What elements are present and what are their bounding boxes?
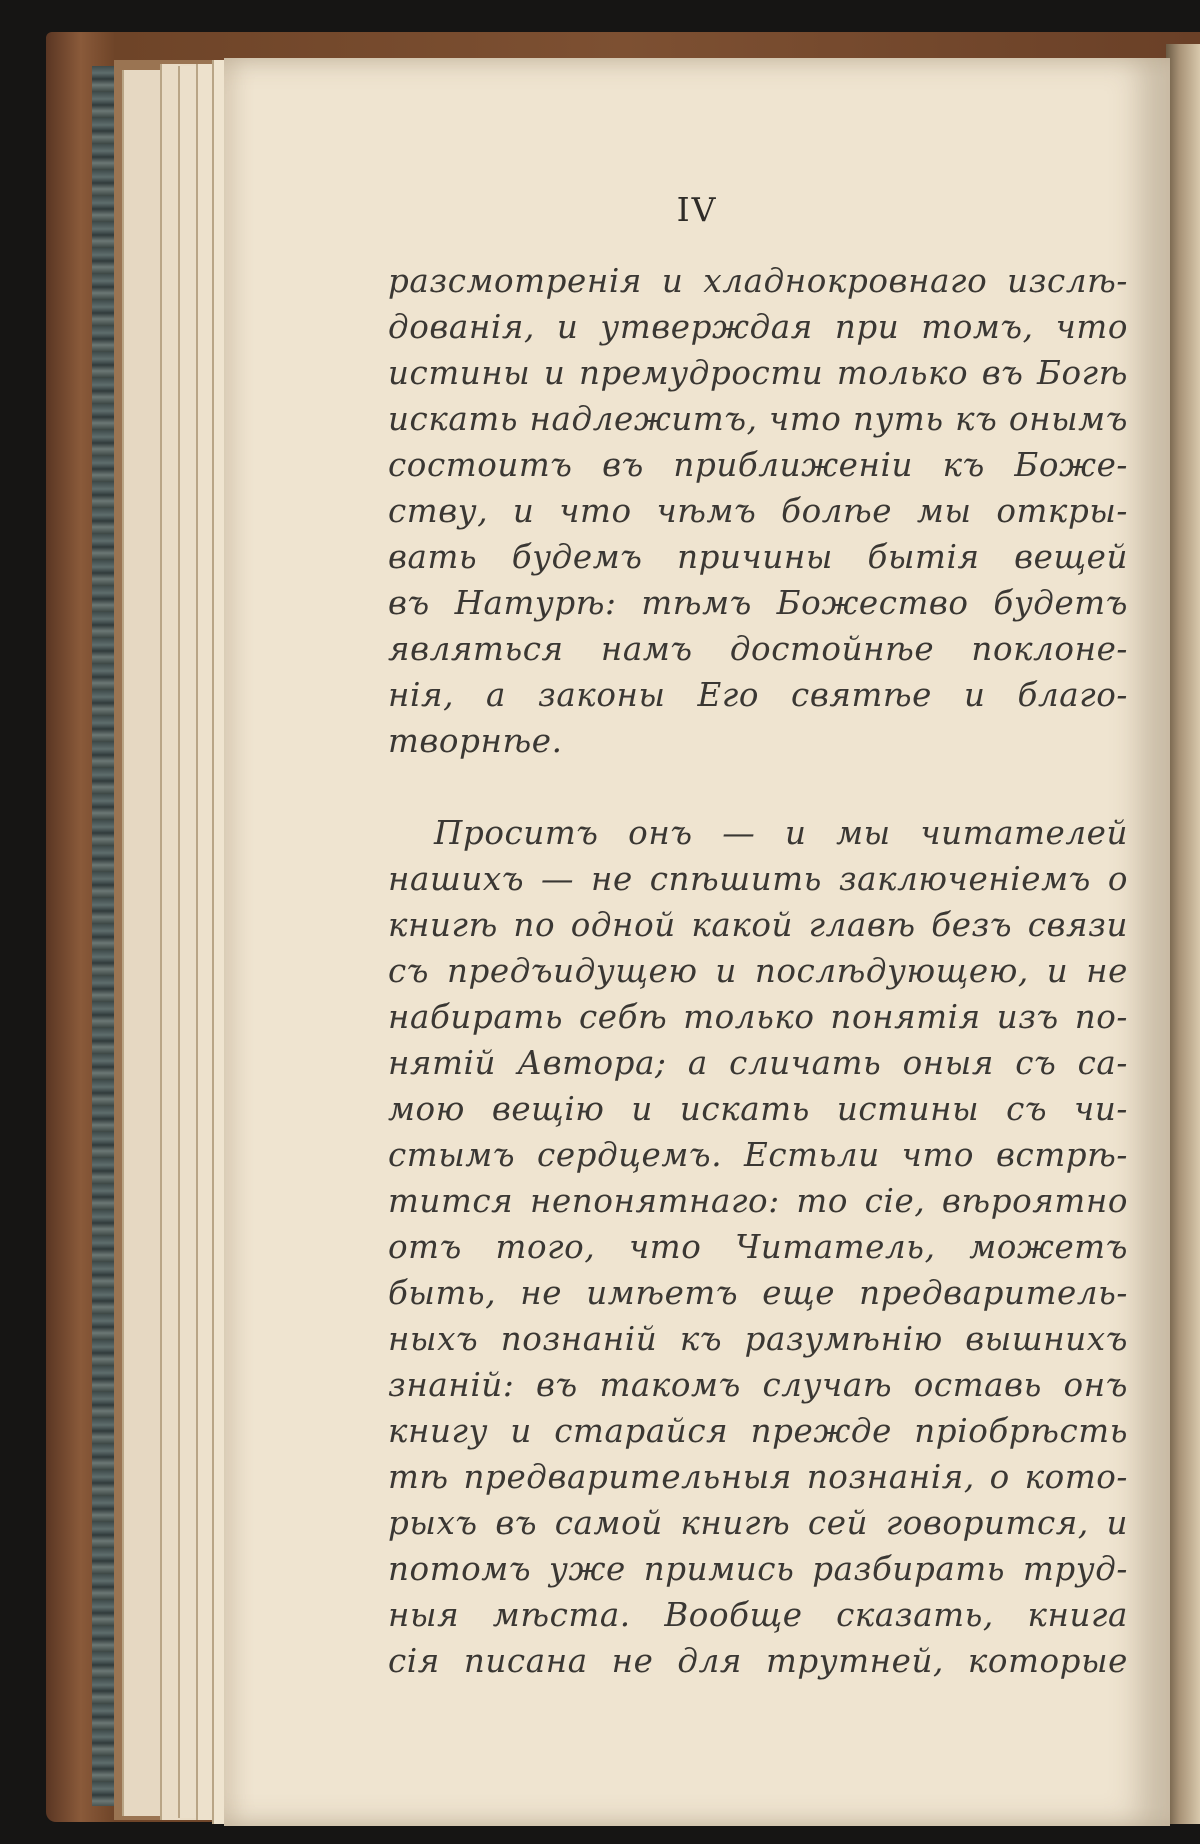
text-line: ству, и что чѣмъ болѣе мы откры- xyxy=(388,492,1128,530)
text-line: вать будемъ причины бытія вещей xyxy=(388,538,1128,576)
text-line: нія, а законы Его святѣе и благо- xyxy=(388,676,1128,714)
text-line: рыхъ въ самой книгѣ сей говорится, и xyxy=(388,1504,1128,1542)
facing-page-edge xyxy=(1166,44,1200,1824)
text-line: ныхъ познаній къ разумѣнію вышнихъ xyxy=(388,1320,1128,1358)
text-line: состоитъ въ приближеніи къ Боже- xyxy=(388,446,1128,484)
text-line: отъ того, что Читатель, можетъ xyxy=(388,1228,1128,1266)
text-line: книгѣ по одной какой главѣ безъ связи xyxy=(388,906,1128,944)
paragraph-gap xyxy=(388,764,1128,810)
text-line: въ Натурѣ: тѣмъ Божество будетъ xyxy=(388,584,1128,622)
text-line: Проситъ онъ — и мы читателей xyxy=(434,814,1128,852)
text-line: книгу и старайся прежде пріобрѣсть xyxy=(388,1412,1128,1450)
text-line: являться намъ достойнѣе поклоне- xyxy=(388,630,1128,668)
text-line: быть, не имѣетъ еще предваритель- xyxy=(388,1274,1128,1312)
page-text xyxy=(388,258,1128,1684)
text-line: знаній: въ такомъ случаѣ оставь онъ xyxy=(388,1366,1128,1404)
text-line: разсмотренія и хладнокровнаго изслѣ- xyxy=(388,262,1128,300)
text-line: дованія, и утверждая при томъ, что xyxy=(388,308,1128,346)
page-number: IV xyxy=(676,190,718,229)
book-page xyxy=(224,58,1170,1826)
text-line: сія писана не для трутней, которые xyxy=(388,1642,1128,1680)
text-line: тѣ предварительныя познанія, о кото- xyxy=(388,1458,1128,1496)
text-line: творнѣе. xyxy=(388,722,563,760)
text-line: ныя мѣста. Вообще сказать, книга xyxy=(388,1596,1128,1634)
text-line: тится непонятнаго: то сіе, вѣроятно xyxy=(388,1182,1128,1220)
text-line: нашихъ — не спѣшить заключеніемъ о xyxy=(388,860,1128,898)
text-line: стымъ сердцемъ. Естьли что встрѣ- xyxy=(388,1136,1128,1174)
text-line: искать надлежитъ, что путь къ онымъ xyxy=(388,400,1128,438)
paragraph-2 xyxy=(388,810,1128,1684)
paragraph-1 xyxy=(388,258,1128,764)
text-line: мою вещію и искать истины съ чи- xyxy=(388,1090,1128,1128)
text-line: истины и премудрости только въ Богѣ xyxy=(388,354,1128,392)
text-line: съ предъидущею и послѣдующею, и не xyxy=(388,952,1128,990)
text-line: потомъ уже примись разбирать труд- xyxy=(388,1550,1128,1588)
text-line: нятій Автора; а сличать оныя съ са- xyxy=(388,1044,1128,1082)
marbled-spine xyxy=(92,66,116,1806)
text-line: набирать себѣ только понятія изъ по- xyxy=(388,998,1128,1036)
